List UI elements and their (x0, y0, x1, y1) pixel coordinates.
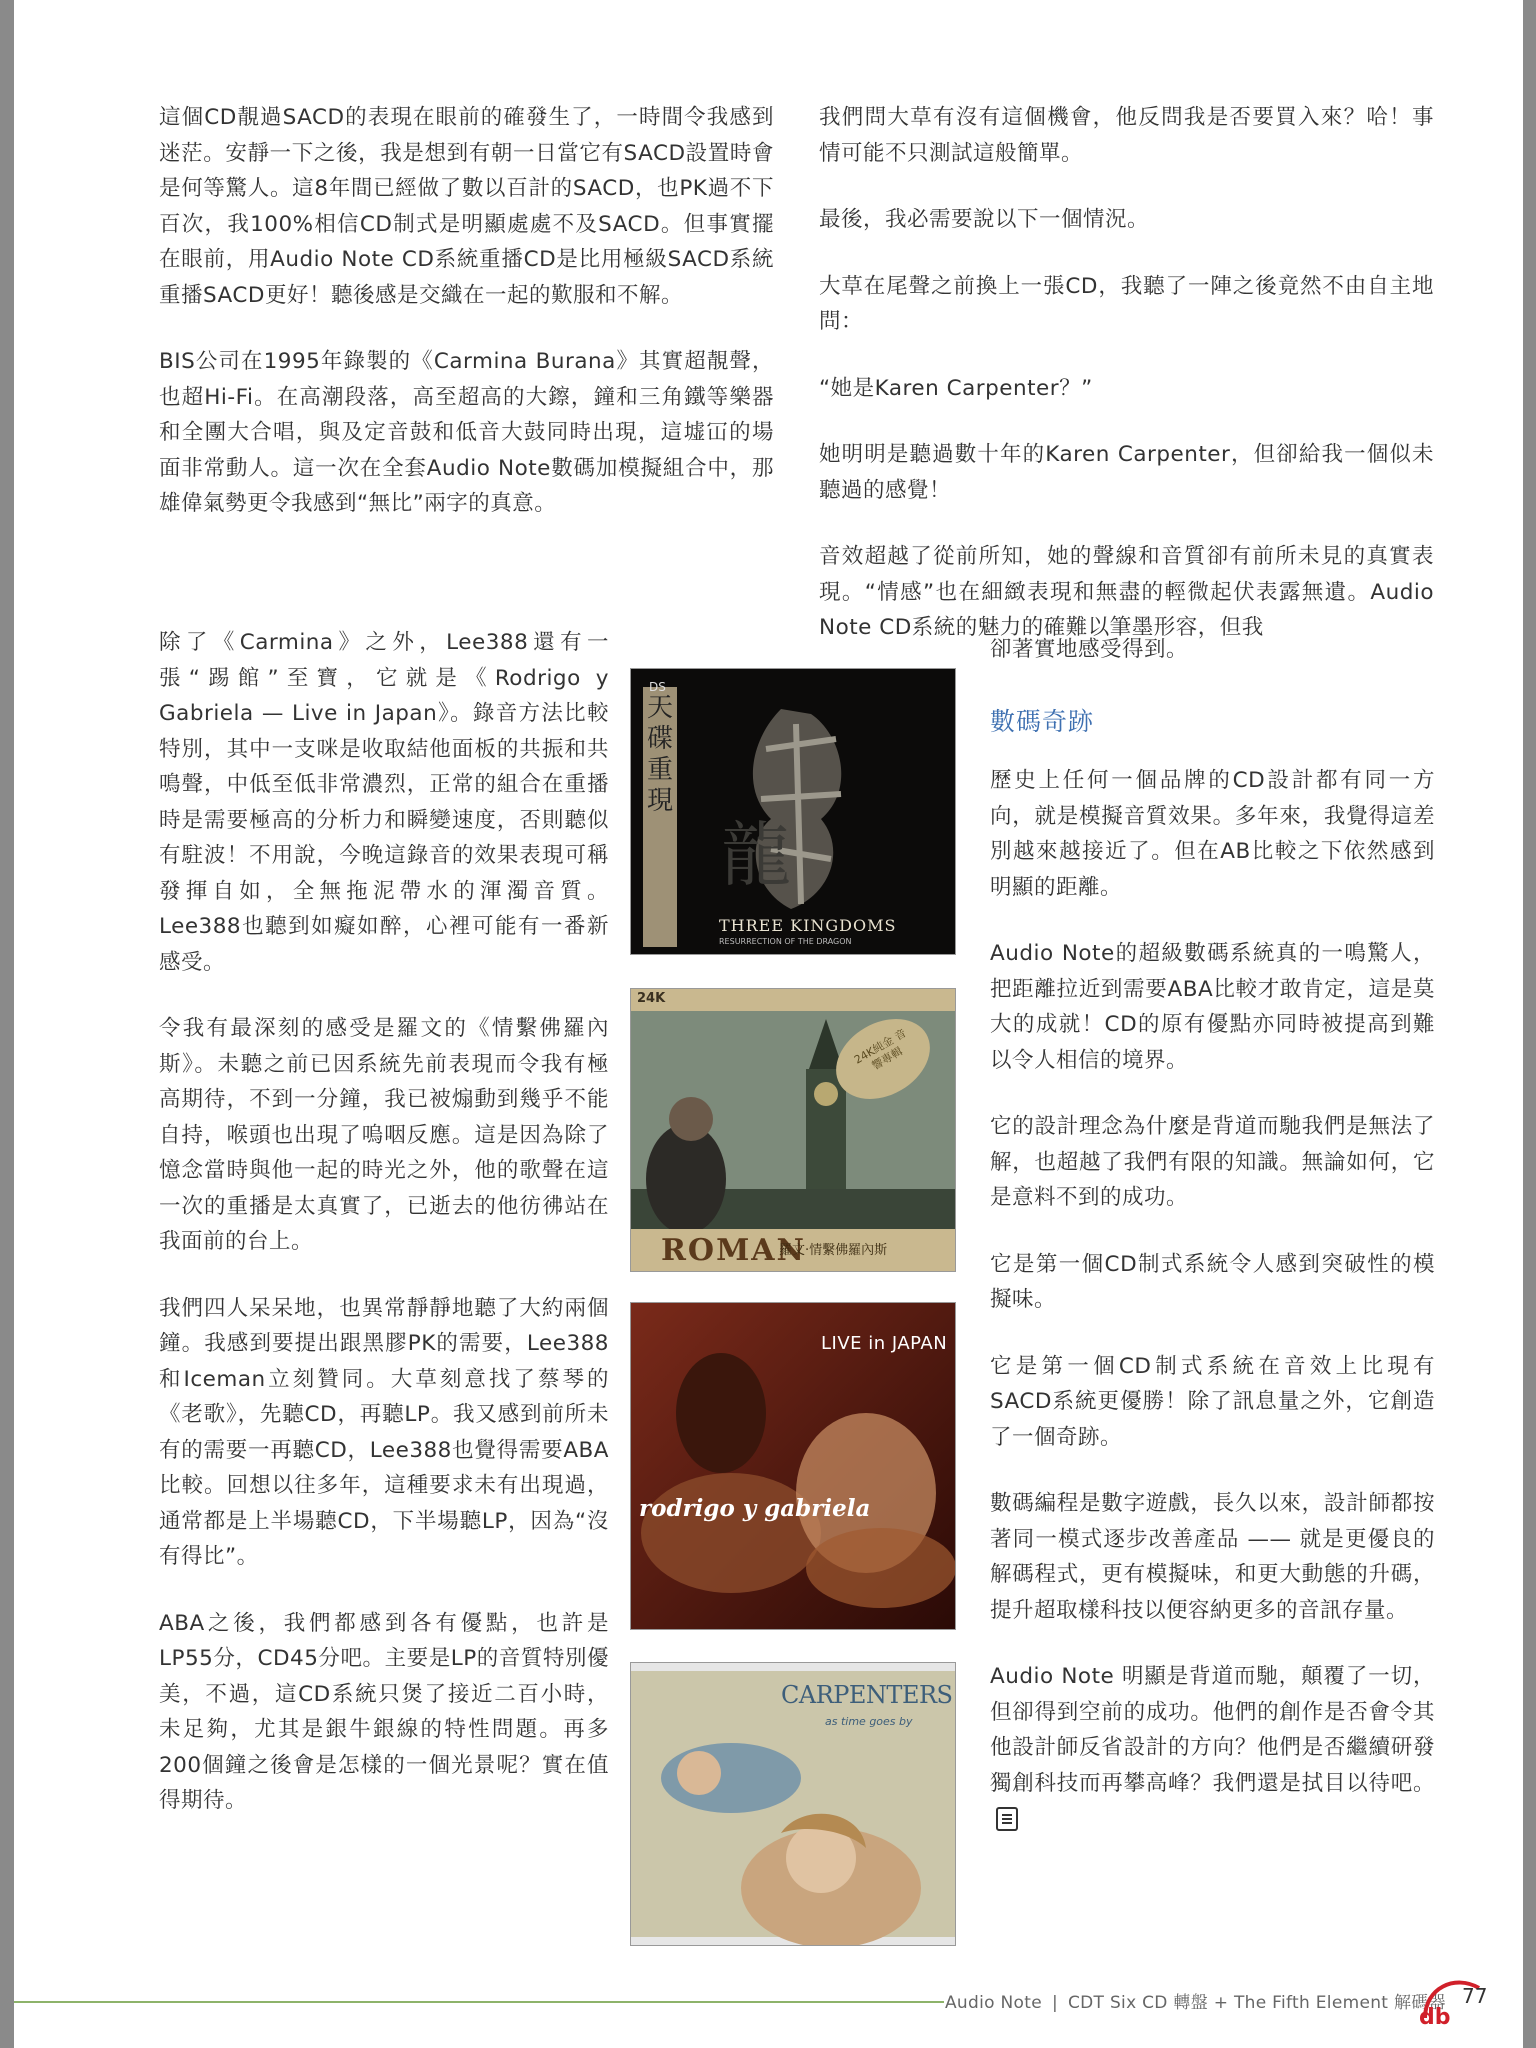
cover-top-label: 24K (637, 991, 666, 1006)
logo-letters: db (1419, 2005, 1451, 2028)
cover-live-label: LIVE in JAPAN (821, 1333, 948, 1354)
album-cover-roman (630, 988, 956, 1272)
cover-badge: DS (649, 680, 666, 694)
paragraph: 她明明是聽過數十年的Karen Carpenter，但卻給我一個似未聽過的感覺！ (819, 442, 1434, 503)
paragraph: BIS公司在1995年錄製的《Carmina Burana》其實超靚聲，也超Hi-Fi。在高潮段落，高至超高的大鑔，鐘和三角鐵等樂器和全團大合唱，與及定音鼓和低音大鼓同時出現，這墟冚的場面非常動人。這一次在全套Audio Note數碼加模擬組合中，那雄偉氣勢更令我感到“無比”兩字的真意。 (159, 349, 774, 516)
album-cover-three-kingdoms (630, 668, 956, 955)
cover-cn-title: 羅文‧情繫佛羅內斯 (779, 1243, 888, 1258)
paragraph: 我們四人呆呆地，也異常靜靜地聽了大約兩個鐘。我感到要提出跟黑膠PK的需要，Lee388和Iceman立刻贊同。大草刻意找了蔡琴的《老歌》，先聽CD，再聽LP。我又感到前所未有的需要一再聽CD，Lee388也覺得需要ABA比較。回想以往多年，這種要求未有出現過，通常都是上半場聽CD，下半場聽LP，因為“沒有得比”。 (159, 1295, 609, 1569)
cover-subtitle: as time goes by (825, 1715, 913, 1728)
end-mark-icon (996, 1807, 1018, 1831)
cover-artist-name: ROMAN (661, 1233, 806, 1268)
right-column-bottom (990, 638, 1435, 1837)
footer-rule (14, 2001, 944, 2003)
paragraph: 我們問大草有沒有這個機會，他反問我是否要買入來？哈！事情可能不只測試這般簡單。 (819, 105, 1434, 166)
running-footer (945, 1988, 1446, 2013)
paragraph: 數碼編程是數字遊戲，長久以來，設計師都按著同一模式逐步改善產品 —— 就是更優良的解碼程式，更有模擬味，和更大動態的升碼，提升超取樣科技以便容納更多的音訊存量。 (990, 1491, 1435, 1623)
cover-art (631, 669, 955, 954)
paragraph: 它是第一個CD制式系統在音效上比現有SACD系統更優勝！除了訊息量之外，它創造了一個奇跡。 (990, 1353, 1435, 1450)
footer-brand: Audio Note (945, 1993, 1042, 2013)
album-cover-rodrigo-y-gabriela (630, 1302, 956, 1630)
cover-sticker: 24K純金 音響專輯 (852, 1026, 909, 1073)
cover-title: THREE KINGDOMS (719, 916, 897, 935)
paragraph: 大草在尾聲之前換上一張CD，我聽了一陣之後竟然不由自主地問： (819, 273, 1434, 334)
cover-brand: CARPENTERS (781, 1681, 953, 1709)
paragraph: 最後，我必需要說以下一個情況。 (819, 207, 1150, 232)
paragraph: 這個CD靚過SACD的表現在眼前的確發生了，一時間令我感到迷茫。安靜一下之後，我是想到有朝一日當它有SACD設置時會是何等驚人。這8年間已經做了數以百計的SACD，也PK過不下百次，我100%相信CD制式是明顯處處不及SACD。但事實擺在眼前，用Audio Note CD系統重播CD是比用極級SACD系統重播SACD更好！聽後感是交織在一起的歎服和不解。 (159, 105, 774, 308)
paragraph: 除了《Carmina》之外，Lee388還有一張“踢館”至寶，它就是《Rodrigo y Gabriela — Live in Japan》。錄音方法比較特別，其中一支咪是收取結他面板的共振和共鳴聲，中低至低非常濃烈，正常的組合在重播時是需要極高的分析力和瞬變速度，否則聽似有駐波！不用說，今晚這錄音的效果表現可稱發揮自如，全無拖泥帶水的渾濁音質。Lee388也聽到如癡如醉，心裡可能有一番新感受。 (159, 630, 609, 975)
album-cover-carpenters (630, 1662, 956, 1946)
right-column-top (819, 100, 1434, 646)
footer-separator: | (1051, 1993, 1058, 2013)
closing-text: Audio Note 明顯是背道而馳，顛覆了一切，但卻得到空前的成功。他們的創作是否會令其他設計師反省設計的方向？他們是否繼續研發獨創科技而再攀高峰？我們還是拭目以待吧。 (990, 1664, 1435, 1796)
paragraph: 令我有最深刻的感受是羅文的《情繫佛羅內斯》。未聽之前已因系統先前表現而令我有極高期待，不到一分鐘，我已被煽動到幾乎不能自持，喉頭也出現了嗚咽反應。這是因為除了憶念當時與他一起的時光之外，他的歌聲在這一次的重播是太真實了，已逝去的他彷彿站在我面前的台上。 (159, 1016, 609, 1254)
paragraph (990, 1659, 1435, 1837)
cover-vertical-title: 天碟重現 (646, 693, 673, 816)
magazine-page (14, 0, 1523, 2048)
cover-artist-name: rodrigo y gabriela (639, 1495, 871, 1522)
paragraph: 它的設計理念為什麼是背道而馳我們是無法了解，也超越了我們有限的知識。無論如何，它是意料不到的成功。 (990, 1114, 1435, 1210)
paragraph: 歷史上任何一個品牌的CD設計都有同一方向，就是模擬音質效果。多年來，我覺得這差別越來越接近了。但在AB比較之下依然感到明顯的距離。 (990, 768, 1435, 900)
paragraph-continuation: 卻著實地感受得到。 (990, 637, 1189, 662)
paragraph: 它是第一個CD制式系統令人感到突破性的模擬味。 (990, 1251, 1435, 1312)
cover-calligraphy: 龍 (721, 814, 791, 896)
left-column-bottom (159, 625, 609, 1819)
footer-product: CDT Six CD 轉盤 + The Fifth Element 解碼器 (1068, 1993, 1446, 2013)
section-heading: 數碼奇跡 (990, 706, 1095, 736)
paragraph: ABA之後，我們都感到各有優點，也許是LP55分，CD45分吧。主要是LP的音質特別優美，不過，這CD系統只煲了接近二百小時，未足夠，尤其是銀牛銀線的特性問題。再多200個鐘之後會是怎樣的一個光景呢？實在值得期待。 (159, 1610, 609, 1813)
paragraph: 音效超越了從前所知，她的聲線和音質卻有前所未見的真實表現。“情感”也在細緻表現和無盡的輕微起伏表露無遺。Audio Note CD系統的魅力的確難以筆墨形容，但我 (819, 544, 1434, 640)
quote: “她是Karen Carpenter？” (819, 375, 1093, 401)
left-column-top (159, 100, 774, 522)
cover-subtitle: RESURRECTION OF THE DRAGON (719, 937, 852, 946)
paragraph: Audio Note的超級數碼系統真的一鳴驚人，把距離拉近到需要ABA比較才敢肯定，這是莫大的成就！CD的原有優點亦同時被提高到難以令人相信的境界。 (990, 941, 1435, 1073)
page-number: 77 (1462, 1984, 1488, 2008)
